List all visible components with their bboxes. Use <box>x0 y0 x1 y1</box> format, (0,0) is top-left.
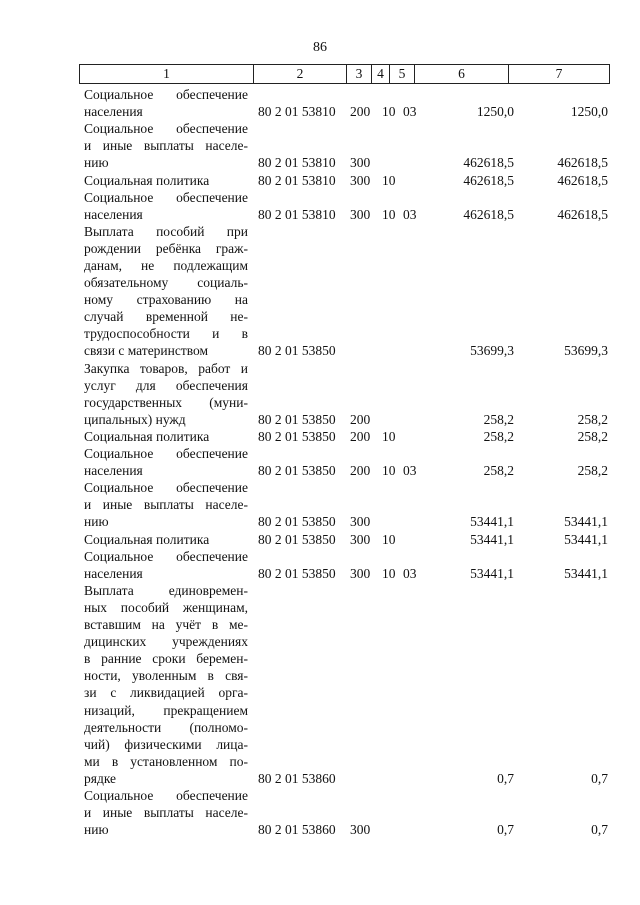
table-row <box>0 479 640 530</box>
row-code: 80 2 01 53850 <box>258 531 336 547</box>
row-name-line: Выплата пособий при <box>84 223 248 239</box>
row-amount-7: 258,2 <box>577 411 608 427</box>
row-name-line: обязательному социаль- <box>84 275 248 291</box>
row-name-line: Социальное обеспечение <box>84 788 248 804</box>
row-name-line: трудоспособности и в <box>84 326 248 342</box>
row-name-line: Социальная политика <box>84 531 210 547</box>
row-name-line: случай временной не- <box>84 309 248 325</box>
row-col3: 200 <box>350 104 371 120</box>
row-name-line: Социальное обеспечение <box>84 87 248 102</box>
row-col3: 200 <box>350 463 371 479</box>
row-code: 80 2 01 53850 <box>258 343 336 359</box>
row-name-line: низаций, прекращением <box>84 702 248 718</box>
row-code: 80 2 01 53850 <box>258 514 336 530</box>
row-name-line: ному страхованию на <box>84 292 248 308</box>
row-name-line: деятельности (полномо- <box>84 719 248 735</box>
row-amount-7: 462618,5 <box>557 172 608 188</box>
row-name-line: ми в установленном по- <box>84 753 248 769</box>
row-amount-7: 53699,3 <box>564 343 608 359</box>
row-name-line: Социальная политика <box>84 429 210 444</box>
column-header-7: 7 <box>555 66 563 81</box>
table-row <box>0 120 640 171</box>
row-amount-6: 0,7 <box>497 770 514 786</box>
row-col3: 300 <box>350 531 371 547</box>
row-name-line: Выплата единовремен- <box>84 582 248 598</box>
row-name <box>84 428 248 445</box>
table-row <box>0 787 640 838</box>
row-col4: 10 <box>382 429 396 444</box>
row-amount-6: 462618,5 <box>463 206 514 222</box>
column-header-1: 1 <box>80 65 254 83</box>
row-name-line: связи с материнством <box>84 343 209 359</box>
column-header-2: 2 <box>254 65 347 83</box>
row-name-line: Социальное обеспечение <box>84 480 248 496</box>
column-header-6: 6 <box>415 65 509 83</box>
table-row <box>0 582 640 787</box>
table-row <box>0 223 640 360</box>
table-row <box>0 548 640 582</box>
row-name-line: и иные выплаты населе- <box>84 138 248 154</box>
row-amount-7: 1250,0 <box>570 104 608 120</box>
row-amount-6: 258,2 <box>483 429 514 444</box>
row-code: 80 2 01 53810 <box>258 206 336 222</box>
row-name <box>84 120 248 171</box>
row-amount-7: 53441,1 <box>564 565 608 581</box>
column-header-3: 3 <box>347 65 372 83</box>
row-col3: 300 <box>350 172 371 188</box>
row-code: 80 2 01 53810 <box>258 155 336 171</box>
row-name-line: чий) физическими лица- <box>84 736 248 752</box>
table-row <box>0 172 640 189</box>
table-row <box>0 189 640 223</box>
row-col3: 200 <box>350 411 371 427</box>
row-name <box>84 223 248 360</box>
row-name <box>84 479 248 530</box>
row-amount-7: 53441,1 <box>564 514 608 530</box>
row-code: 80 2 01 53850 <box>258 463 336 479</box>
row-name-line: Социальная политика <box>84 172 210 188</box>
row-amount-6: 53441,1 <box>470 531 514 547</box>
row-name-line: населения <box>84 206 143 222</box>
column-header-4: 4 <box>372 65 390 83</box>
row-code: 80 2 01 53850 <box>258 411 336 427</box>
row-name <box>84 787 248 838</box>
row-name <box>84 172 248 189</box>
row-amount-6: 0,7 <box>497 822 514 838</box>
row-amount-6: 53699,3 <box>470 343 514 359</box>
row-name-line: Социальное обеспечение <box>84 189 248 205</box>
row-name-line: Социальное обеспечение <box>84 121 248 137</box>
row-amount-6: 258,2 <box>483 463 514 479</box>
row-code: 80 2 01 53860 <box>258 822 336 838</box>
row-name-line: государственных (муни- <box>84 394 248 410</box>
row-name-line: зи с ликвидацией орга- <box>84 685 248 701</box>
row-name-line: ципальных) нужд <box>84 411 186 427</box>
row-col3: 300 <box>350 822 371 838</box>
row-name <box>84 531 248 548</box>
row-name-line: Закупка товаров, работ и <box>84 360 248 376</box>
row-col3: 300 <box>350 155 371 171</box>
table-row <box>0 428 640 445</box>
row-col4: 10 <box>382 531 396 547</box>
table-row <box>0 445 640 479</box>
row-col3: 300 <box>350 206 371 222</box>
row-code: 80 2 01 53810 <box>258 104 336 120</box>
row-name-line: и иные выплаты населе- <box>84 497 248 513</box>
row-name-line: услуг для обеспечения <box>84 377 248 393</box>
row-code: 80 2 01 53810 <box>258 172 336 188</box>
row-amount-7: 0,7 <box>591 822 608 838</box>
row-name-line: населения <box>84 104 143 120</box>
row-code: 80 2 01 53850 <box>258 429 336 444</box>
row-name-line: ности, уволенным в свя- <box>84 668 248 684</box>
row-code: 80 2 01 53860 <box>258 770 336 786</box>
page-number: 86 <box>313 40 327 55</box>
row-name-line: населения <box>84 565 143 581</box>
row-name <box>84 548 248 582</box>
row-name-line: данам, не подлежащим <box>84 257 248 273</box>
row-amount-7: 462618,5 <box>557 155 608 171</box>
row-name-line: Социальное обеспечение <box>84 446 248 462</box>
row-col3: 200 <box>350 429 371 444</box>
row-col4: 10 <box>382 104 396 120</box>
row-col3: 300 <box>350 565 371 581</box>
row-name-line: ных пособий женщинам, <box>84 599 248 615</box>
row-name-line: дицинских учреждениях <box>84 634 248 650</box>
column-header-5: 5 <box>390 65 415 83</box>
row-col4: 10 <box>382 463 396 479</box>
row-amount-7: 0,7 <box>591 770 608 786</box>
row-name <box>84 445 248 479</box>
row-name-line: в ранние сроки беремен- <box>84 651 248 667</box>
row-amount-6: 462618,5 <box>463 172 514 188</box>
row-col5: 03 <box>403 565 417 581</box>
row-name-line: и иные выплаты населе- <box>84 805 248 821</box>
row-amount-7: 462618,5 <box>557 206 608 222</box>
row-amount-6: 462618,5 <box>463 155 514 171</box>
row-amount-7: 258,2 <box>577 429 608 444</box>
row-col4: 10 <box>382 172 396 188</box>
row-amount-6: 53441,1 <box>470 565 514 581</box>
table-row <box>0 86 640 120</box>
row-name-line: рядке <box>84 770 117 786</box>
table-row <box>0 531 640 548</box>
row-amount-6: 258,2 <box>483 411 514 427</box>
row-name-line: нию <box>84 822 109 838</box>
row-col5: 03 <box>403 206 417 222</box>
row-name-line: Социальное обеспечение <box>84 548 248 564</box>
row-amount-6: 53441,1 <box>470 514 514 530</box>
row-name-line: нию <box>84 514 109 530</box>
row-name <box>84 360 248 428</box>
row-name <box>84 86 248 120</box>
row-code: 80 2 01 53850 <box>258 565 336 581</box>
table-row <box>0 360 640 428</box>
row-col4: 10 <box>382 206 396 222</box>
row-col5: 03 <box>403 463 417 479</box>
row-amount-7: 53441,1 <box>564 531 608 547</box>
row-name-line: нию <box>84 155 109 171</box>
row-name-line: рождении ребёнка граж- <box>84 240 248 256</box>
row-col5: 03 <box>403 104 417 120</box>
row-name <box>84 582 248 787</box>
row-col3: 300 <box>350 514 371 530</box>
row-name-line: населения <box>84 463 143 479</box>
row-col4: 10 <box>382 565 396 581</box>
row-amount-6: 1250,0 <box>476 104 514 120</box>
row-name <box>84 189 248 223</box>
row-amount-7: 258,2 <box>577 463 608 479</box>
row-name-line: вставшим на учёт в ме- <box>84 617 248 633</box>
